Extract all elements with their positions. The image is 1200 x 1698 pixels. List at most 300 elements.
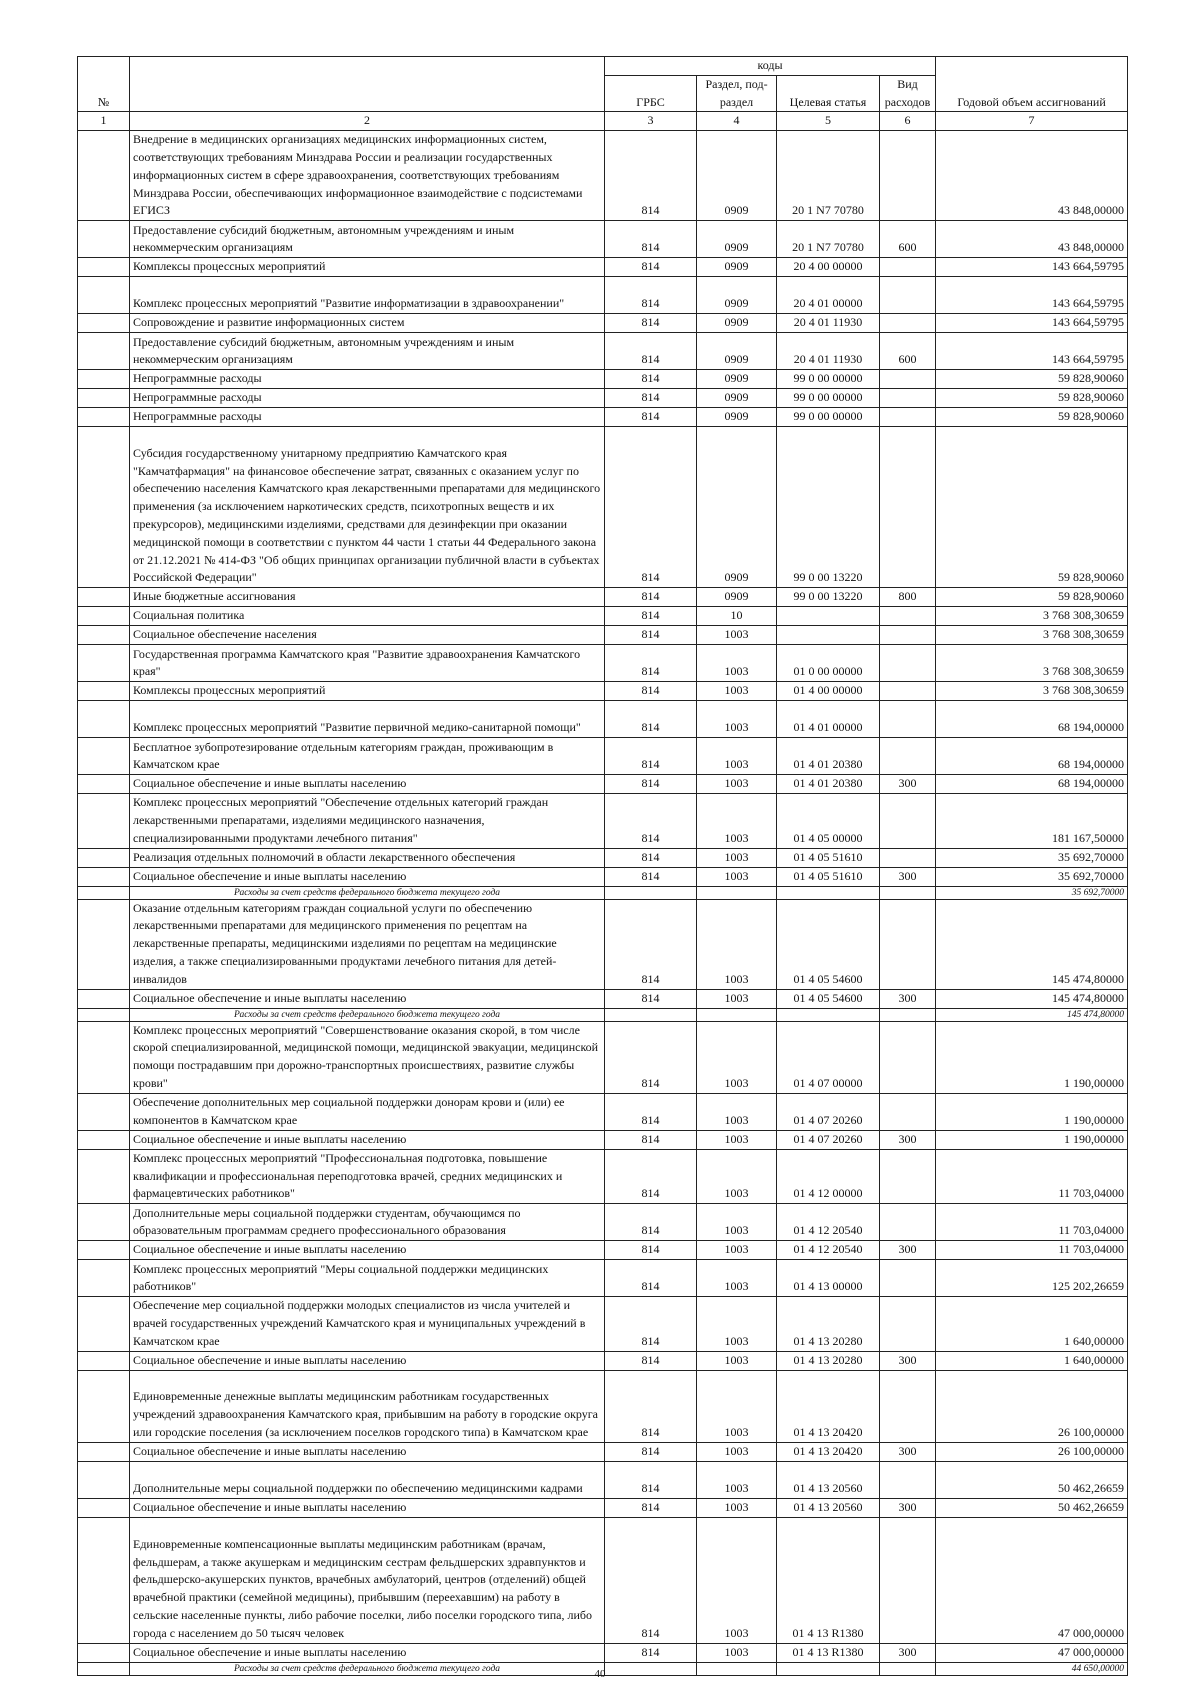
row-target: 20 4 01 00000: [777, 277, 880, 314]
row-name: Социальное обеспечение и иные выплаты населению: [130, 1498, 605, 1517]
row-grbs: 814: [605, 1461, 697, 1498]
row-name: Единовременные компенсационные выплаты медицинским работникам (врачам, фельдшерам, а также акушеркам и медицинским сестрам фельдшерских здравпунктов и фельдшерско-акушерских пунктов, врачебных амбулаторий, центров (отделений) общей врачебной практики (семейной медицины), прибывшим (переехавшим) на работу в сельские населенные пункты, либо рабочие поселки, либо поселки городского типа, либо города с населением до 50 тысяч человек: [130, 1517, 605, 1643]
row-name: Комплекс процессных мероприятий "Совершенствование оказания скорой, в том числе скорой специализированной, медицинской помощи, медицинской эвакуации, медицинской помощи пострадавшим при дорожно-транспортных происшествиях, развитие службы крови": [130, 1021, 605, 1093]
row-grbs: 814: [605, 131, 697, 221]
row-amount: 145 474,80000: [936, 899, 1128, 989]
table-row: [78, 1297, 1128, 1351]
row-grbs: 814: [605, 1021, 697, 1093]
row-type: [880, 626, 936, 645]
row-grbs: 814: [605, 1517, 697, 1643]
row-number: [78, 277, 130, 314]
row-section: 1003: [697, 1093, 777, 1130]
row-amount: 26 100,00000: [936, 1370, 1128, 1442]
budget-sheet: [77, 56, 1127, 1676]
row-number: [78, 314, 130, 333]
row-name: Комплекс процессных мероприятий "Развитие информатизации в здравоохранении": [130, 277, 605, 314]
row-amount: 43 848,00000: [936, 131, 1128, 221]
table-row: [78, 1204, 1128, 1241]
table-row: [78, 1021, 1128, 1093]
row-target: 99 0 00 13220: [777, 588, 880, 607]
row-number: [78, 607, 130, 626]
row-target: 01 4 01 20380: [777, 738, 880, 775]
row-type: 300: [880, 1498, 936, 1517]
row-number: [78, 1297, 130, 1351]
row-amount: 1 640,00000: [936, 1297, 1128, 1351]
row-name: Расходы за счет средств федерального бюджета текущего года: [130, 886, 605, 899]
row-name: Непрограммные расходы: [130, 408, 605, 427]
row-target: [777, 626, 880, 645]
row-type: [880, 1370, 936, 1442]
row-section: 0909: [697, 333, 777, 370]
row-target: 01 4 13 20280: [777, 1297, 880, 1351]
row-section: 1003: [697, 848, 777, 867]
row-name: Обеспечение дополнительных мер социальной поддержки донорам крови и (или) ее компонентов в Камчатском крае: [130, 1093, 605, 1130]
row-target: 01 4 05 54600: [777, 899, 880, 989]
row-grbs: 814: [605, 645, 697, 682]
row-type: [880, 1149, 936, 1203]
row-target: 01 4 05 54600: [777, 989, 880, 1008]
table-row: [78, 848, 1128, 867]
row-target: 01 4 07 20260: [777, 1130, 880, 1149]
row-grbs: 814: [605, 701, 697, 738]
row-name: Единовременные денежные выплаты медицинским работникам государственных учреждений здравоохранения Камчатского края, прибывшим на работу в городские округа или городские поселения (за исключением поселков городского типа) в Камчатском крае: [130, 1370, 605, 1442]
row-grbs: 814: [605, 607, 697, 626]
row-name: Комплекс процессных мероприятий "Меры социальной поддержки медицинских работников": [130, 1260, 605, 1297]
row-section: 1003: [697, 775, 777, 794]
page-number: 40: [594, 1668, 606, 1680]
row-grbs: 814: [605, 221, 697, 258]
row-section: 0909: [697, 258, 777, 277]
header-volume: Годовой объем ассигнований: [936, 57, 1128, 112]
row-target: [777, 886, 880, 899]
row-target: 99 0 00 00000: [777, 389, 880, 408]
row-grbs: 814: [605, 389, 697, 408]
row-target: 01 4 05 51610: [777, 848, 880, 867]
row-grbs: 814: [605, 794, 697, 848]
row-number: [78, 333, 130, 370]
row-number: [78, 1517, 130, 1643]
row-name: Предоставление субсидий бюджетным, автономным учреждениям и иным некоммерческим организациям: [130, 221, 605, 258]
row-section: 0909: [697, 370, 777, 389]
row-grbs: 814: [605, 682, 697, 701]
row-type: [880, 1008, 936, 1021]
row-number: [78, 775, 130, 794]
row-type: 300: [880, 1351, 936, 1370]
row-grbs: 814: [605, 1149, 697, 1203]
row-section: 1003: [697, 1643, 777, 1662]
table-row: [78, 1442, 1128, 1461]
row-target: 01 0 00 00000: [777, 645, 880, 682]
header-type: Вид расходов: [880, 75, 936, 112]
row-number: [78, 738, 130, 775]
row-name: Оказание отдельным категориям граждан социальной услуги по обеспечению лекарственными препаратами для медицинского применения по рецептам на лекарственные препараты, медицинскими изделиями по рецептам на медицинские изделия, а также специализированными продуктами лечебного питания для детей-инвалидов: [130, 899, 605, 989]
row-section: [697, 1008, 777, 1021]
row-type: [880, 682, 936, 701]
table-row: [78, 1498, 1128, 1517]
row-section: 1003: [697, 1260, 777, 1297]
row-section: 1003: [697, 1149, 777, 1203]
row-target: 01 4 05 00000: [777, 794, 880, 848]
row-amount: 181 167,50000: [936, 794, 1128, 848]
row-section: 1003: [697, 1442, 777, 1461]
row-section: 1003: [697, 1241, 777, 1260]
row-amount: 143 664,59795: [936, 333, 1128, 370]
row-name: Расходы за счет средств федерального бюджета текущего года: [130, 1008, 605, 1021]
row-number: [78, 989, 130, 1008]
row-amount: 59 828,90060: [936, 427, 1128, 588]
row-target: 01 4 01 00000: [777, 701, 880, 738]
row-name: Комплекс процессных мероприятий "Профессиональная подготовка, повышение квалификации и профессиональная переподготовка врачей, средних медицинских и фармацевтических работников": [130, 1149, 605, 1203]
row-number: [78, 258, 130, 277]
row-section: 1003: [697, 1204, 777, 1241]
row-section: 1003: [697, 989, 777, 1008]
row-target: [777, 607, 880, 626]
row-amount: 68 194,00000: [936, 738, 1128, 775]
row-number: [78, 1461, 130, 1498]
row-number: [78, 588, 130, 607]
row-amount: 47 000,00000: [936, 1517, 1128, 1643]
row-section: 0909: [697, 221, 777, 258]
table-row: [78, 1093, 1128, 1130]
row-name: Социальное обеспечение и иные выплаты населению: [130, 989, 605, 1008]
row-amount: 1 190,00000: [936, 1021, 1128, 1093]
column-number: 6: [880, 112, 936, 131]
row-number: [78, 1260, 130, 1297]
row-number: [78, 867, 130, 886]
row-type: [880, 899, 936, 989]
row-grbs: 814: [605, 1297, 697, 1351]
row-amount: 35 692,70000: [936, 886, 1128, 899]
row-number: [78, 794, 130, 848]
row-number: [78, 1498, 130, 1517]
row-grbs: 814: [605, 1130, 697, 1149]
table-row: [78, 221, 1128, 258]
table-row: [78, 1008, 1128, 1021]
table-row: [78, 794, 1128, 848]
row-target: 01 4 07 20260: [777, 1093, 880, 1130]
table-row: [78, 408, 1128, 427]
row-name: Иные бюджетные ассигнования: [130, 588, 605, 607]
row-name: Государственная программа Камчатского края "Развитие здравоохранения Камчатского края": [130, 645, 605, 682]
row-type: [880, 1297, 936, 1351]
row-number: [78, 899, 130, 989]
row-target: 01 4 13 R1380: [777, 1517, 880, 1643]
row-name: Внедрение в медицинских организациях медицинских информационных систем, соответствующих требованиям Минздрава России и реализации государственных информационных систем в сфере здравоохранения, соответствующих требованиям Минздрава России, обеспечивающих информационное взаимодействие с подсистемами ЕГИСЗ: [130, 131, 605, 221]
column-number: 2: [130, 112, 605, 131]
row-name: Дополнительные меры социальной поддержки по обеспечению медицинскими кадрами: [130, 1461, 605, 1498]
row-grbs: 814: [605, 258, 697, 277]
column-number: 5: [777, 112, 880, 131]
row-grbs: 814: [605, 1241, 697, 1260]
row-amount: 47 000,00000: [936, 1643, 1128, 1662]
row-name: Расходы за счет средств федерального бюджета текущего года: [130, 1662, 605, 1675]
row-type: [880, 1093, 936, 1130]
table-row: [78, 389, 1128, 408]
row-name: Комплекс процессных мероприятий "Развитие первичной медико-санитарной помощи": [130, 701, 605, 738]
row-amount: 145 474,80000: [936, 989, 1128, 1008]
row-grbs: [605, 886, 697, 899]
row-amount: 1 640,00000: [936, 1351, 1128, 1370]
row-amount: 3 768 308,30659: [936, 645, 1128, 682]
row-target: 01 4 05 51610: [777, 867, 880, 886]
row-amount: 43 848,00000: [936, 221, 1128, 258]
row-section: 1003: [697, 1498, 777, 1517]
row-name: Сопровождение и развитие информационных систем: [130, 314, 605, 333]
row-name: Комплекс процессных мероприятий "Обеспечение отдельных категорий граждан лекарственными препаратами, изделиями медицинского назначения, специализированными продуктами лечебного питания": [130, 794, 605, 848]
table-row: [78, 899, 1128, 989]
row-number: [78, 1093, 130, 1130]
row-section: 1003: [697, 1370, 777, 1442]
row-amount: 44 650,00000: [936, 1662, 1128, 1675]
row-section: 1003: [697, 1351, 777, 1370]
row-number: [78, 1149, 130, 1203]
row-amount: 68 194,00000: [936, 775, 1128, 794]
row-grbs: 814: [605, 1643, 697, 1662]
row-amount: 143 664,59795: [936, 258, 1128, 277]
row-number: [78, 1204, 130, 1241]
row-amount: 1 190,00000: [936, 1130, 1128, 1149]
row-grbs: 814: [605, 1370, 697, 1442]
row-number: [78, 848, 130, 867]
row-section: [697, 886, 777, 899]
row-type: [880, 607, 936, 626]
table-row: [78, 682, 1128, 701]
row-name: Бесплатное зубопротезирование отдельным категориям граждан, проживающим в Камчатском крае: [130, 738, 605, 775]
row-number: [78, 886, 130, 899]
row-section: 1003: [697, 899, 777, 989]
row-section: 0909: [697, 314, 777, 333]
row-name: Дополнительные меры социальной поддержки студентам, обучающимся по образовательным программам среднего профессионального образования: [130, 1204, 605, 1241]
row-target: 01 4 12 00000: [777, 1149, 880, 1203]
row-number: [78, 682, 130, 701]
row-target: 01 4 07 00000: [777, 1021, 880, 1093]
row-number: [78, 389, 130, 408]
table-row: [78, 1351, 1128, 1370]
row-section: 0909: [697, 389, 777, 408]
table-row: [78, 886, 1128, 899]
row-name: Социальное обеспечение населения: [130, 626, 605, 645]
row-name: Социальная политика: [130, 607, 605, 626]
row-number: [78, 408, 130, 427]
row-target: 01 4 13 20280: [777, 1351, 880, 1370]
row-name: Социальное обеспечение и иные выплаты населению: [130, 1130, 605, 1149]
row-type: 300: [880, 775, 936, 794]
row-target: 01 4 00 00000: [777, 682, 880, 701]
row-type: [880, 738, 936, 775]
table-row: [78, 333, 1128, 370]
table-body: [78, 131, 1128, 1675]
row-grbs: 814: [605, 588, 697, 607]
row-number: [78, 1643, 130, 1662]
column-number: 3: [605, 112, 697, 131]
row-grbs: 814: [605, 427, 697, 588]
row-amount: 26 100,00000: [936, 1442, 1128, 1461]
row-name: Комплексы процессных мероприятий: [130, 682, 605, 701]
row-grbs: 814: [605, 1204, 697, 1241]
row-grbs: 814: [605, 1093, 697, 1130]
table-row: [78, 277, 1128, 314]
row-target: 20 4 01 11930: [777, 333, 880, 370]
row-number: [78, 1370, 130, 1442]
row-name: Реализация отдельных полномочий в области лекарственного обеспечения: [130, 848, 605, 867]
table-row: [78, 645, 1128, 682]
row-amount: 35 692,70000: [936, 848, 1128, 867]
header-target: Целевая статья: [777, 75, 880, 112]
table-row: [78, 1260, 1128, 1297]
table-row: [78, 1149, 1128, 1203]
row-name: Непрограммные расходы: [130, 389, 605, 408]
row-grbs: 814: [605, 1442, 697, 1461]
row-amount: 3 768 308,30659: [936, 626, 1128, 645]
row-type: [880, 1021, 936, 1093]
row-name: Социальное обеспечение и иные выплаты населению: [130, 775, 605, 794]
row-name: Предоставление субсидий бюджетным, автономным учреждениям и иным некоммерческим организациям: [130, 333, 605, 370]
row-amount: 3 768 308,30659: [936, 607, 1128, 626]
row-grbs: 814: [605, 1351, 697, 1370]
row-number: [78, 1130, 130, 1149]
row-section: 1003: [697, 1517, 777, 1643]
row-number: [78, 1008, 130, 1021]
row-target: 20 1 N7 70780: [777, 131, 880, 221]
row-section: 1003: [697, 794, 777, 848]
row-amount: 35 692,70000: [936, 867, 1128, 886]
row-type: 300: [880, 1442, 936, 1461]
row-amount: 143 664,59795: [936, 277, 1128, 314]
row-type: 800: [880, 588, 936, 607]
table-row: [78, 1517, 1128, 1643]
table-row: [78, 701, 1128, 738]
table-row: [78, 607, 1128, 626]
table-row: [78, 1370, 1128, 1442]
row-number: [78, 1351, 130, 1370]
row-type: [880, 794, 936, 848]
row-number: [78, 645, 130, 682]
table-row: [78, 258, 1128, 277]
row-grbs: 814: [605, 899, 697, 989]
table-row: [78, 314, 1128, 333]
row-section: 0909: [697, 408, 777, 427]
row-amount: 145 474,80000: [936, 1008, 1128, 1021]
row-target: 01 4 12 20540: [777, 1204, 880, 1241]
row-amount: 11 703,04000: [936, 1149, 1128, 1203]
row-grbs: 814: [605, 775, 697, 794]
row-grbs: 814: [605, 626, 697, 645]
row-type: [880, 131, 936, 221]
row-number: [78, 131, 130, 221]
column-number: 4: [697, 112, 777, 131]
row-number: [78, 1021, 130, 1093]
row-target: 01 4 01 20380: [777, 775, 880, 794]
row-amount: 59 828,90060: [936, 370, 1128, 389]
row-target: 01 4 13 20560: [777, 1498, 880, 1517]
row-grbs: 814: [605, 314, 697, 333]
row-grbs: 814: [605, 1260, 697, 1297]
row-amount: 125 202,26659: [936, 1260, 1128, 1297]
row-type: 300: [880, 1130, 936, 1149]
row-amount: 50 462,26659: [936, 1498, 1128, 1517]
row-name: Субсидия государственному унитарному предприятию Камчатского края "Камчатфармация" на финансовое обеспечение затрат, связанных с оказанием услуг по обеспечению населения Камчатского края лекарственными препаратами для медицинского применения (за исключением наркотических средств, психотропных веществ и их прекурсоров), медицинскими изделиями, средствами для дезинфекции при оказании медицинской помощи в соответствии с пунктом 44 части 1 статьи 44 Федерального закона от 21.12.2021 № 414-ФЗ "Об общих принципах организации публичной власти в субъектах Российской Федерации": [130, 427, 605, 588]
row-target: 01 4 13 00000: [777, 1260, 880, 1297]
table-row: [78, 626, 1128, 645]
row-type: [880, 701, 936, 738]
row-target: 20 4 00 00000: [777, 258, 880, 277]
row-name: Социальное обеспечение и иные выплаты населению: [130, 867, 605, 886]
row-amount: 50 462,26659: [936, 1461, 1128, 1498]
row-section: 1003: [697, 701, 777, 738]
row-name: Комплексы процессных мероприятий: [130, 258, 605, 277]
row-target: 01 4 13 20420: [777, 1442, 880, 1461]
row-name: Непрограммные расходы: [130, 370, 605, 389]
row-grbs: [605, 1008, 697, 1021]
row-number: [78, 1442, 130, 1461]
row-target: 20 1 N7 70780: [777, 221, 880, 258]
row-section: 10: [697, 607, 777, 626]
table-row: [78, 427, 1128, 588]
row-type: [880, 370, 936, 389]
row-type: 300: [880, 1643, 936, 1662]
row-amount: 68 194,00000: [936, 701, 1128, 738]
row-section: 1003: [697, 867, 777, 886]
table-row: [78, 1643, 1128, 1662]
row-grbs: 814: [605, 370, 697, 389]
table-row: [78, 1130, 1128, 1149]
row-type: 300: [880, 1241, 936, 1260]
row-section: 1003: [697, 1021, 777, 1093]
column-number: 7: [936, 112, 1128, 131]
row-name: Социальное обеспечение и иные выплаты населению: [130, 1351, 605, 1370]
row-section: 0909: [697, 131, 777, 221]
row-number: [78, 626, 130, 645]
row-grbs: 814: [605, 1498, 697, 1517]
row-section: 1003: [697, 1297, 777, 1351]
row-amount: 59 828,90060: [936, 408, 1128, 427]
row-section: 1003: [697, 682, 777, 701]
row-number: [78, 221, 130, 258]
row-grbs: 814: [605, 333, 697, 370]
row-target: [777, 1008, 880, 1021]
row-grbs: 814: [605, 848, 697, 867]
row-type: [880, 258, 936, 277]
row-type: [880, 1461, 936, 1498]
row-section: 0909: [697, 277, 777, 314]
table-row: [78, 867, 1128, 886]
row-type: [880, 314, 936, 333]
header-grbs: ГРБС: [605, 75, 697, 112]
row-number: [78, 1241, 130, 1260]
row-number: [78, 427, 130, 588]
row-section: 1003: [697, 738, 777, 775]
row-target: 99 0 00 00000: [777, 370, 880, 389]
row-name: Социальное обеспечение и иные выплаты населению: [130, 1442, 605, 1461]
row-type: [880, 1517, 936, 1643]
row-section: 0909: [697, 427, 777, 588]
row-type: [880, 848, 936, 867]
table-row: [78, 1461, 1128, 1498]
row-grbs: 814: [605, 408, 697, 427]
row-type: [880, 886, 936, 899]
header-num: №: [78, 57, 130, 112]
row-type: 600: [880, 221, 936, 258]
row-grbs: 814: [605, 989, 697, 1008]
table-row: [78, 588, 1128, 607]
row-amount: 1 190,00000: [936, 1093, 1128, 1130]
header-name: [130, 57, 605, 112]
row-type: [880, 1260, 936, 1297]
row-type: [880, 408, 936, 427]
budget-table: [77, 56, 1128, 1676]
row-target: 01 4 13 20560: [777, 1461, 880, 1498]
row-amount: 59 828,90060: [936, 389, 1128, 408]
